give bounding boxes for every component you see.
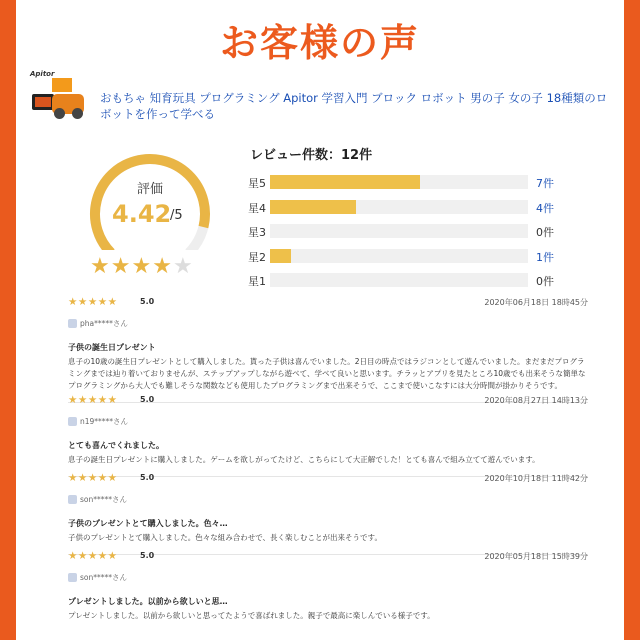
reviewer-name[interactable]: son*****さん [80,573,127,582]
wheel-image [72,108,83,119]
user-avatar-icon [68,573,77,582]
review-item [68,394,588,477]
review-body: 子供のプレゼントとて購入しました。色々な組み合わせで、長く楽しむことが出来そうです。 [68,533,382,542]
review-histogram [246,144,576,296]
review-item [68,550,588,622]
review-score: 5.0 [140,297,155,306]
histogram-label: 星4 [248,201,266,215]
histogram-label: 星2 [248,250,266,264]
reviewer-name[interactable]: pha*****さん [80,319,128,328]
rating-max: /5 [170,208,183,223]
review-date: 2020年06月18日 18時45分 [484,298,588,307]
review-stars: ★★★★★ [68,394,118,406]
review-stars: ★★★★★ [68,550,118,562]
star-icon: ★ [90,254,111,279]
histogram-count-link[interactable]: 7件 [536,177,554,190]
histogram-row-3 [246,222,576,247]
review-score: 5.0 [140,473,155,482]
review-score: 5.0 [140,395,155,404]
wheel-image [54,108,65,119]
review-body: 息子の10歳の誕生日プレゼントとして購入しました。貰った子供は喜んでいました。2日目の時点ではラジコンとして遊んでいました。まだまだプログラミングまでは辿り着いておりませんが、ステップアップしながら遊べて、学べて良いと思います。チラッとアプリを見たところ10歳でも出来そうな簡単なプログラミングから大人でも難しそうな関数なども使用したプログラミングまで出来そうで、ここまで使いこなすには大分時間が掛かりそうです。 [68,357,586,390]
review-body: プレゼントしました。以前から欲しいと思ってたようで喜ばれました。親子で最高に楽しんでいる様子です。 [68,611,435,620]
review-title: とても喜んでくれました。 [68,441,164,450]
histogram-label: 星1 [248,275,266,288]
review-date: 2020年05月18日 15時39分 [484,552,588,561]
histogram-row-4 [246,198,576,223]
histogram-label: 星3 [248,226,266,239]
review-score: 5.0 [140,551,155,560]
reviewer-name[interactable]: son*****さん [80,495,127,504]
rating-gauge [84,150,216,250]
page-title: お客様の声 [219,21,420,65]
user-avatar-icon [68,319,77,328]
histogram-track [270,200,528,214]
histogram-count: 0件 [536,226,554,239]
review-date: 2020年08月27日 14時13分 [484,396,588,405]
product-name-link[interactable]: おもちゃ 知育玩具 プログラミング Apitor 学習入門 ブロック ロボット 男の子 女の子 18種類のロボットを作って学べる [100,91,608,121]
tablet-image [32,94,54,110]
histogram-bar [270,249,291,263]
star-icon: ★ [110,254,132,279]
review-item [68,296,588,403]
user-avatar-icon [68,417,77,426]
histogram-row-1 [246,271,576,296]
star-icon: ★ [131,254,153,279]
histogram-bar [270,175,420,189]
product-thumbnail[interactable] [30,70,94,122]
star-icon: ★ [172,254,194,279]
star-icon: ★ [152,254,173,279]
histogram-label: 星5 [248,177,266,190]
review-stars: ★★★★★ [68,296,118,308]
histogram-count-link[interactable]: 4件 [536,201,554,215]
histogram-row-2 [246,247,576,272]
review-item [68,472,588,555]
review-title: プレゼントしました。以前から欲しいと思… [68,597,228,606]
rating-label: 評価 [136,182,163,197]
histogram-bar [270,200,356,214]
brand-logo: Apitor [30,70,55,78]
user-avatar-icon [68,495,77,504]
rating-stars [90,254,220,279]
histogram-track [270,224,528,238]
review-date: 2020年10月18日 11時42分 [484,474,588,483]
histogram-track [270,249,528,263]
histogram-track [270,175,528,189]
product-summary[interactable] [30,70,610,122]
histogram-row-5 [246,173,576,198]
histogram-count-link[interactable]: 1件 [536,250,554,264]
review-title: 子供のプレゼントとて購入しました。色々… [68,519,228,528]
reviewer-name[interactable]: n19*****さん [80,417,129,426]
histogram-count: 0件 [536,275,554,288]
product-box-image [52,78,72,92]
review-body: 息子の誕生日プレゼントに購入しました。ゲームを欲しがってたけど、こちらにして大正解でした！とても喜んで組み立てて遊んでいます。 [68,455,540,464]
content-panel [16,0,624,640]
histogram-track [270,273,528,287]
rating-value: 4.42 [112,200,172,228]
review-title: 子供の誕生日プレゼント [68,343,156,352]
review-count-title: レビュー件数：12件 [250,148,373,163]
review-stars: ★★★★★ [68,472,118,484]
